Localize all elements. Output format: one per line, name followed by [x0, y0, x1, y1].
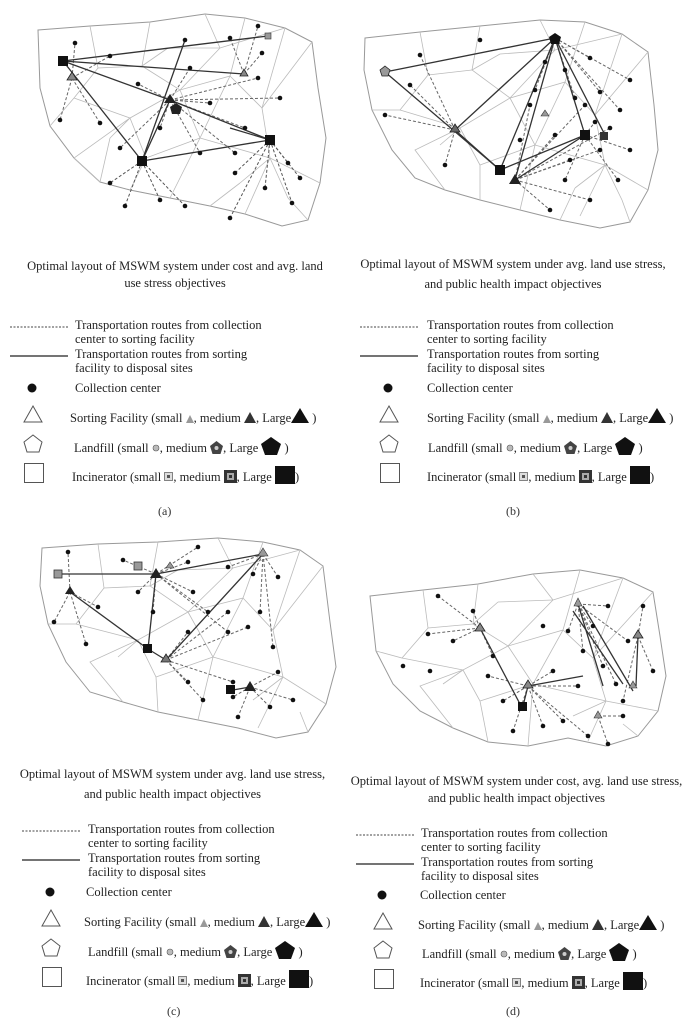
- collection-routes: [385, 38, 630, 210]
- collection-centers: [401, 594, 656, 747]
- map-c: [38, 532, 338, 747]
- region-boundaries: [38, 14, 326, 226]
- caption-d: Optimal layout of MSWM system under cost, avg. land use stress, and public health impact objectives: [350, 774, 683, 805]
- sorting-routes: [58, 554, 263, 690]
- label-b: (b): [506, 504, 520, 518]
- sorting-routes: [385, 38, 605, 180]
- caption-c: Optimal layout of MSWM system under avg. land use stress, and public health impact objectives: [19, 767, 326, 801]
- map-b: [360, 10, 660, 235]
- legend-b: Transportation routes from collection center to sorting facility Transportation routes from sorting facility to disposal sites Collection center Sorting Facility (small , medium , Large ) Landfill (small , medium , Large ) Incinerator (small , medium , Large ): [360, 318, 688, 498]
- legend-d: Transportation routes from collection center to sorting facility Transportation routes from sorting facility to disposal sites Collection center Sorting Facility (small , medium , Large ) Landfill (small , medium , Large ) Incinerator (small , medium , Large ): [356, 826, 686, 1006]
- collection-routes: [60, 26, 280, 153]
- label-d: (d): [506, 1004, 520, 1018]
- map-d: [368, 566, 668, 756]
- sorting-routes: [63, 36, 270, 161]
- region-boundaries: [364, 20, 658, 228]
- label-c: (c): [167, 1004, 181, 1018]
- caption-b: Optimal layout of MSWM system under avg. land use stress, and public health impact objectives: [360, 257, 666, 291]
- map-a: [30, 8, 330, 233]
- sorting-routes: [480, 604, 638, 706]
- label-a: (a): [158, 504, 172, 518]
- disposal-routes-dark: [110, 140, 300, 218]
- facilities: [54, 548, 268, 694]
- legend-a: Transportation routes from collection center to sorting facility Transportation routes from sorting facility to disposal sites Collection center Sorting Facility (small , medium , Large ) Landfill (small , medium , Large ) Incinerator (small , medium , Large ): [10, 318, 340, 498]
- legend-c: Transportation routes from collection center to sorting facility Transportation routes from sorting facility to disposal sites Collection center Sorting Facility (small , medium , Large ) Landfill (small , medium , Large ) Incinerator (small , medium , Large ): [22, 822, 342, 1002]
- caption-a: Optimal layout of MSWM system under cost and avg. land use stress objectives: [27, 259, 323, 290]
- facilities: [475, 598, 643, 718]
- region-boundaries: [370, 570, 666, 746]
